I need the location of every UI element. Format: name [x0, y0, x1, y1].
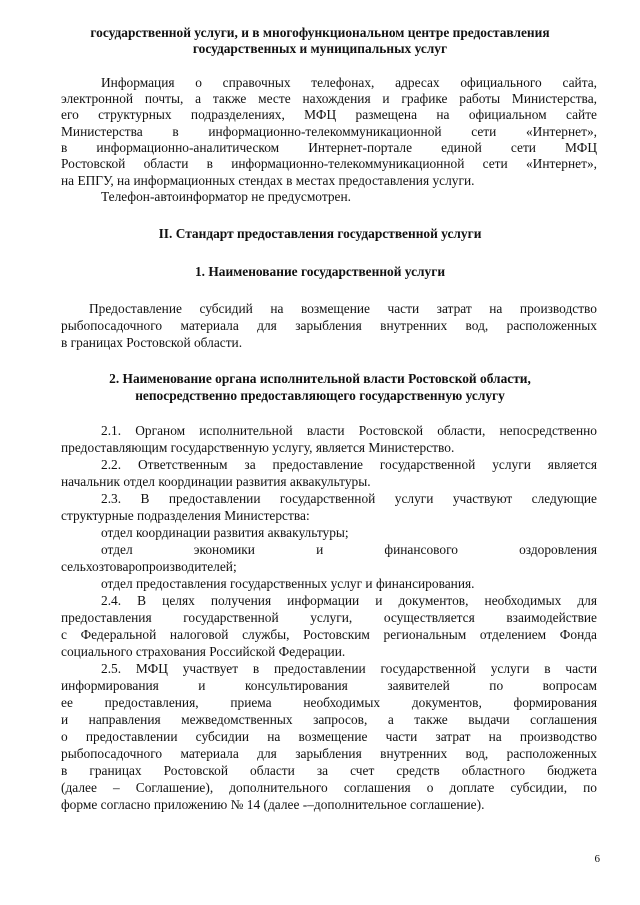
- subsection2-line: в границах Ростовской области за счет средств областного бюджета: [61, 763, 597, 778]
- subsection2-line: отдел координации развития аквакультуры;: [101, 525, 349, 540]
- autoinformer-text: Телефон-автоинформатор не предусмотрен.: [101, 189, 351, 204]
- subsection2-line: с Федеральной налоговой службы, Ростовским региональным отделением Фонда: [61, 627, 597, 642]
- subsection2-line: о предоставлении субсидии на возмещение части затрат на производство: [61, 729, 597, 744]
- subsection2-line: рыбопосадочного материала для зарыбления внутренних вод, расположенных: [61, 746, 597, 761]
- intro-line: его структурных подразделениях, МФЦ размещена на официальном сайте: [61, 107, 597, 122]
- subsection2-line: форме согласно приложению № 14 (далее -–дополнительное соглашение).: [61, 797, 485, 812]
- subsection2-line: предоставления государственной услуги, осуществляется взаимодействие: [61, 610, 597, 625]
- intro-line: на ЕПГУ, на информационных стендах в местах предоставления услуги.: [61, 173, 475, 188]
- subsection2-line: отдел предоставления государственных услуг и финансирования.: [101, 576, 475, 591]
- intro-line: в информационно-аналитическом Интернет-портале единой сети МФЦ: [61, 140, 597, 155]
- subsection2-line: ее предоставления, приема необходимых документов, формирования: [61, 695, 597, 710]
- subsection2-line: (далее – Соглашение), дополнительного соглашения о доплате субсидии, по: [61, 780, 597, 795]
- subsection2-line: информирования и консультирования заявителей по вопросам: [61, 678, 597, 693]
- subsection2-line: 2.5. МФЦ участвует в предоставлении государственной услуги в части: [101, 661, 597, 676]
- intro-line: Министерства в информационно-телекоммуникационной сети «Интернет»,: [61, 124, 597, 139]
- subsection1-line: Предоставление субсидий на возмещение части затрат на производство: [89, 301, 597, 316]
- intro-line: Информация о справочных телефонах, адресах официального сайта,: [101, 75, 597, 90]
- header-title-line1: государственной услуги, и в многофункциональном центре предоставления: [90, 25, 550, 40]
- subsection2-line: 2.3. В предоставлении государственной услуги участвуют следующие: [101, 491, 597, 506]
- subsection1-title: 1. Наименование государственной услуги: [194, 264, 446, 279]
- page-number: 6: [594, 853, 600, 865]
- subsection2-line: сельхозтоваропроизводителей;: [61, 559, 237, 574]
- section-title: II. Стандарт предоставления государственной услуги: [158, 226, 482, 241]
- subsection2-line: 2.1. Органом исполнительной власти Ростовской области, непосредственно: [101, 423, 597, 438]
- header-title-line2: государственных и муниципальных услуг: [192, 41, 448, 56]
- intro-line: Ростовской области в информационно-телекоммуникационной сети «Интернет»,: [61, 156, 597, 171]
- subsection1-line: рыбопосадочного материала для зарыбления внутренних вод, расположенных: [61, 318, 597, 333]
- subsection2-line: предоставляющим государственную услугу, является Министерство.: [61, 440, 455, 455]
- subsection2-line: и направления межведомственных запросов, а также выдачи соглашения: [61, 712, 597, 727]
- subsection2-line: отдел экономики и финансового оздоровления: [101, 542, 597, 557]
- subsection2-title-line1: 2. Наименование органа исполнительной власти Ростовской области,: [109, 371, 531, 386]
- subsection2-title-line2: непосредственно предоставляющего государственную услугу: [135, 388, 505, 403]
- subsection2-line: социального страхования Российской Федерации.: [61, 644, 346, 659]
- subsection2-line: 2.4. В целях получения информации и документов, необходимых для: [101, 593, 597, 608]
- subsection1-line: в границах Ростовской области.: [61, 335, 243, 350]
- subsection2-line: структурные подразделения Министерства:: [61, 508, 310, 523]
- subsection2-line: начальник отдел координации развития аквакультуры.: [61, 474, 371, 489]
- intro-line: электронной почты, а также месте нахождения и графике работы Министерства,: [61, 91, 597, 106]
- subsection2-line: 2.2. Ответственным за предоставление государственной услуги является: [101, 457, 597, 472]
